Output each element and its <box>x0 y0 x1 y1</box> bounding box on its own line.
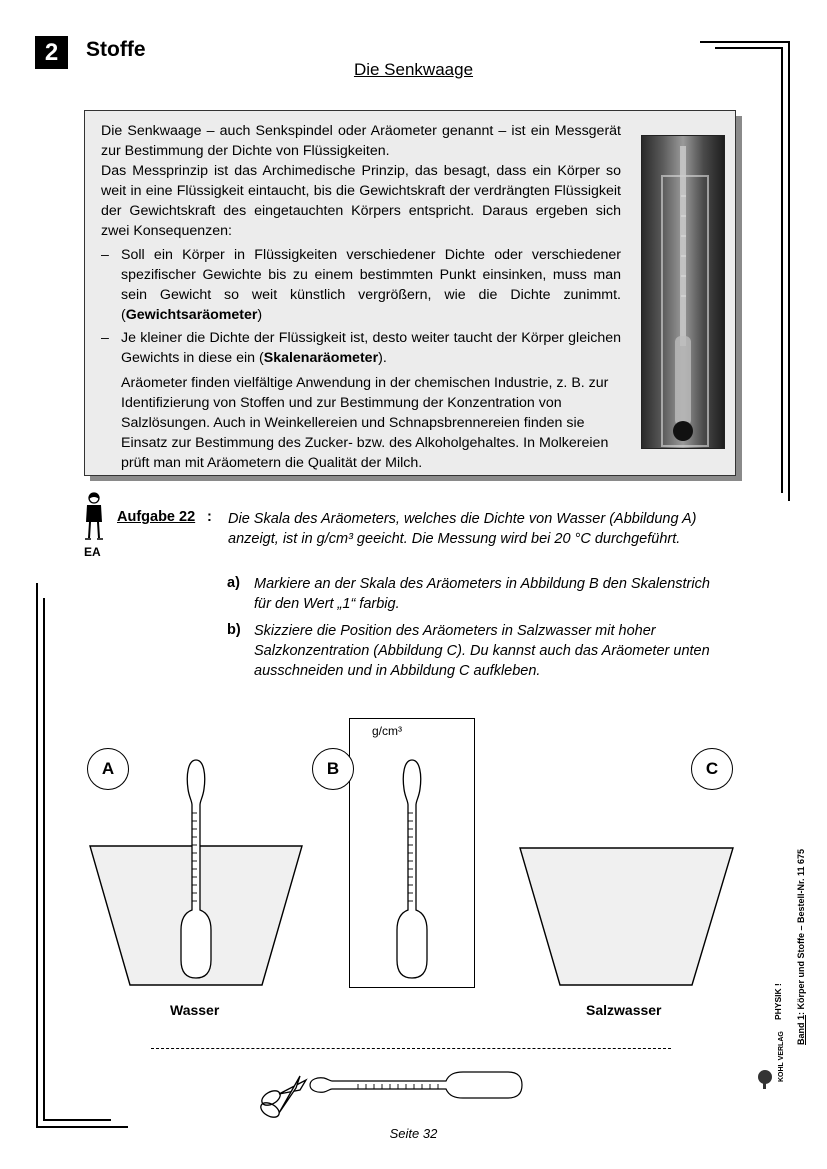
volume-prefix: Band 1 <box>796 1014 806 1045</box>
caption-water: Wasser <box>170 1002 220 1018</box>
bullet-2-end: ). <box>378 350 387 366</box>
page-title-text: Die Senkwaage <box>353 60 474 79</box>
info-paragraph-2: Das Messprinzip ist das Archimedische Prinzip, das besagt, dass ein Körper so weit in eine Flüssigkeit eintaucht, bis die Gewichtskraft der verdrängten Flüssigkeit der Gewichtskraft des eingetauchten Körpers entspricht. Daraus ergeben sich zwei Konsequenzen: <box>101 163 621 239</box>
caption-saltwater: Salzwasser <box>586 1002 662 1018</box>
info-paragraph-3: Aräometer finden vielfältige Anwendung in der chemischen Industrie, z. B. zur Identifizierung von Stoffen und zur Bestimmung der Konzentration von Salzlösungen. Auch in Weinkellereien und Schnapsbrennereien finden sie Einsatz zur Bestimmung des Zucker- bzw. des Alkoholgehaltes. In Molkereien prüft man mit Aräometern die Qualität der Milch. <box>121 375 609 471</box>
unit-label: g/cm³ <box>372 724 402 738</box>
subtask-a-letter: a) <box>227 575 240 591</box>
cut-line <box>151 1048 671 1049</box>
figure-b-label: B <box>312 748 354 790</box>
chapter-title: Stoffe <box>86 38 146 61</box>
publisher-name: KOHL VERLAG <box>778 1031 785 1082</box>
publisher-tree-icon <box>758 1070 772 1089</box>
hydrometer-b <box>397 760 427 978</box>
cutout-hydrometer <box>310 1072 522 1098</box>
bullet-1-bold: Gewichtsaräometer <box>125 307 258 323</box>
volume-info <box>796 849 806 1045</box>
bullet-2-text: Je kleiner die Dichte der Flüssigkeit ist, desto weiter taucht der Körper gleichen Gewichts in diese ein ( <box>121 330 621 366</box>
chapter-number: 2 <box>35 36 68 69</box>
subtask-b-letter: b) <box>227 622 241 638</box>
figure-c-label: C <box>691 748 733 790</box>
page-number: Seite 32 <box>389 1126 438 1141</box>
figure-a-label: A <box>87 748 129 790</box>
task-intro: Die Skala des Aräometers, welches die Dichte von Wasser (Abbildung A) anzeigt, ist in g/cm³ geeicht. Die Messung wird bei 20 °C durchgeführt. <box>228 511 697 547</box>
bullet-1-text: Soll ein Körper in Flüssigkeiten verschiedener Dichte oder verschiedener spezifischer Gewichte bis zu einem bestimmten Punkt einsinken, muss man sein Gewicht so weit künstlich vergrößern, wie die Dichte zunimmt. ( <box>121 247 621 323</box>
volume-rest: : Körper und Stoffe – Bestell-Nr. 11 675 <box>796 848 806 1015</box>
series-title <box>773 983 783 1020</box>
task-colon: : <box>207 509 212 525</box>
scissors-icon <box>258 1076 306 1120</box>
task-mode-label: EA <box>84 545 101 559</box>
beaker-c <box>520 848 733 985</box>
info-paragraph-1: Die Senkwaage – auch Senkspindel oder Aräometer genannt – ist ein Messgerät zur Bestimmung der Dichte von Flüssigkeiten. <box>101 123 621 159</box>
task-label: Aufgabe 22 <box>117 509 196 525</box>
subtask-b-text: Skizziere die Position des Aräometers in Salzwasser mit hoher Salzkonzentration (Abbildung C). Du kannst auch das Aräometer unten ausschneiden und in Abbildung C aufkleben. <box>254 623 710 679</box>
bullet-1-end: ) <box>257 307 263 323</box>
subtask-a-text: Markiere an der Skala des Aräometers in Abbildung B den Skalenstrich für den Wert „1“ farbig. <box>254 576 710 612</box>
bullet-2-bold: Skalenaräometer <box>263 350 379 366</box>
series-name: PHYSIK ! <box>773 983 783 1020</box>
